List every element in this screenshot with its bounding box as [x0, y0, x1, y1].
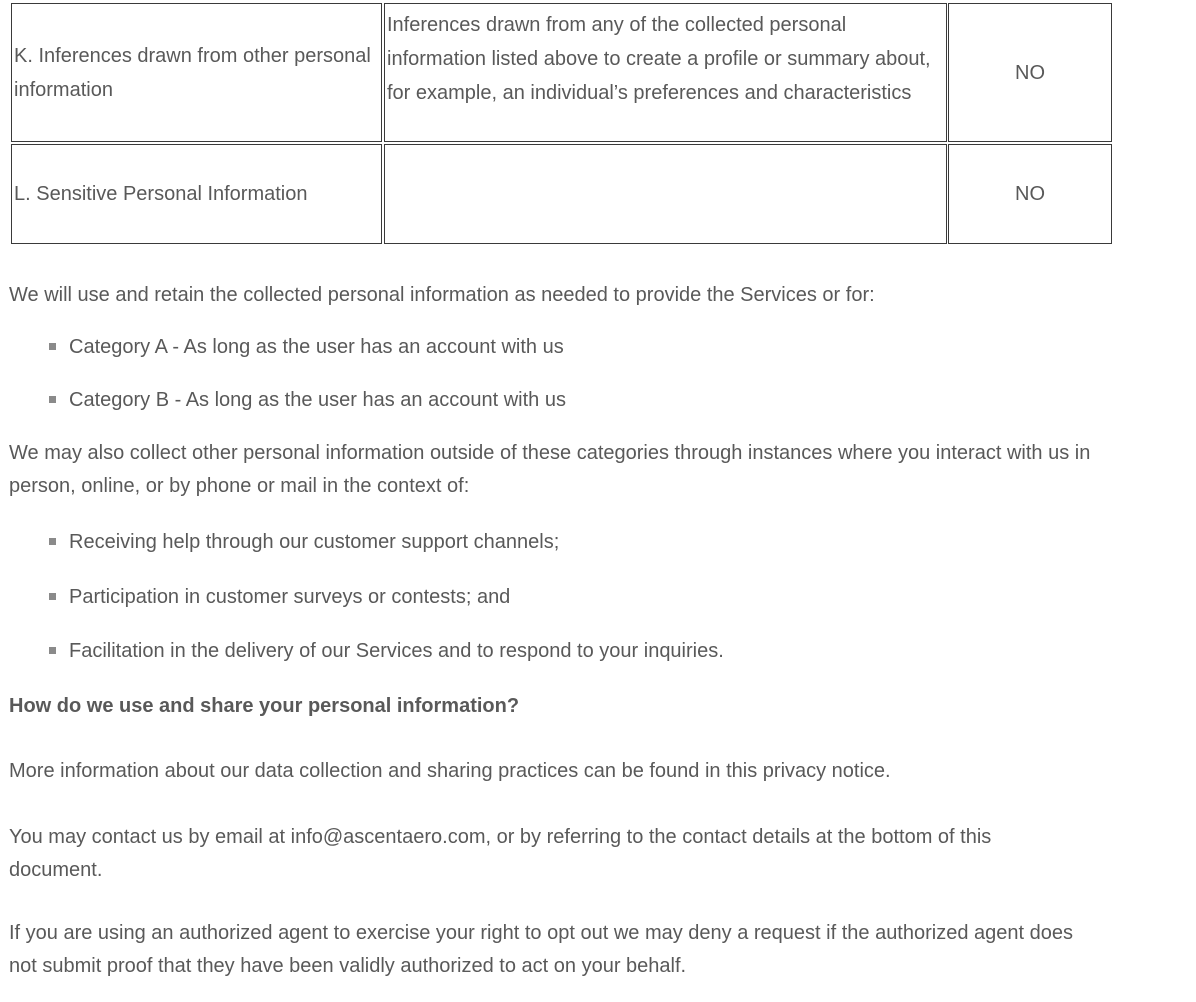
section-heading: How do we use and share your personal information?	[9, 695, 520, 717]
collected-value: NO	[1015, 183, 1045, 205]
table-cell-collected	[948, 3, 1112, 142]
table-cell-examples	[384, 3, 947, 142]
list-item-text: Receiving help through our customer support channels;	[69, 531, 560, 553]
square-bullet-icon	[49, 538, 56, 545]
square-bullet-icon	[49, 396, 56, 403]
paragraph: You may contact us by email at info@ascentaero.com, or by referring to the contact details at the bottom of this document.	[9, 826, 992, 881]
other-collection-intro: We may also collect other personal information outside of these categories through instances where you interact with us in person, online, or by phone or mail in the context of:	[9, 442, 1091, 497]
category-label: K. Inferences drawn from other personal information	[14, 44, 371, 101]
list-item	[69, 529, 559, 555]
list-item-text: Participation in customer surveys or contests; and	[69, 586, 511, 608]
square-bullet-icon	[49, 593, 56, 600]
paragraph: More information about our data collection and sharing practices can be found in this privacy notice.	[9, 760, 891, 782]
square-bullet-icon	[49, 647, 56, 654]
examples-text: Inferences drawn from any of the collected personal information listed above to create a profile or summary about, for example, an individual’s preferences and characteristics	[387, 14, 931, 104]
table-cell-category	[11, 3, 382, 142]
table-cell-collected	[948, 144, 1112, 244]
list-item	[69, 638, 724, 664]
paragraph: If you are using an authorized agent to exercise your right to opt out we may deny a request if the authorized agent does not submit proof that they have been validly authorized to act on your behalf.	[9, 922, 1073, 977]
list-item	[69, 387, 566, 413]
list-item	[69, 584, 510, 610]
table-cell-examples	[384, 144, 947, 244]
collected-value: NO	[1015, 61, 1045, 84]
table-cell-category	[11, 144, 382, 244]
square-bullet-icon	[49, 343, 56, 350]
retention-intro: We will use and retain the collected personal information as needed to provide the Services or for:	[9, 284, 875, 306]
list-item	[69, 334, 564, 360]
list-item-text: Category A - As long as the user has an account with us	[69, 336, 564, 358]
list-item-text: Facilitation in the delivery of our Services and to respond to your inquiries.	[69, 640, 724, 662]
category-label: L. Sensitive Personal Information	[14, 183, 308, 205]
list-item-text: Category B - As long as the user has an account with us	[69, 389, 566, 411]
